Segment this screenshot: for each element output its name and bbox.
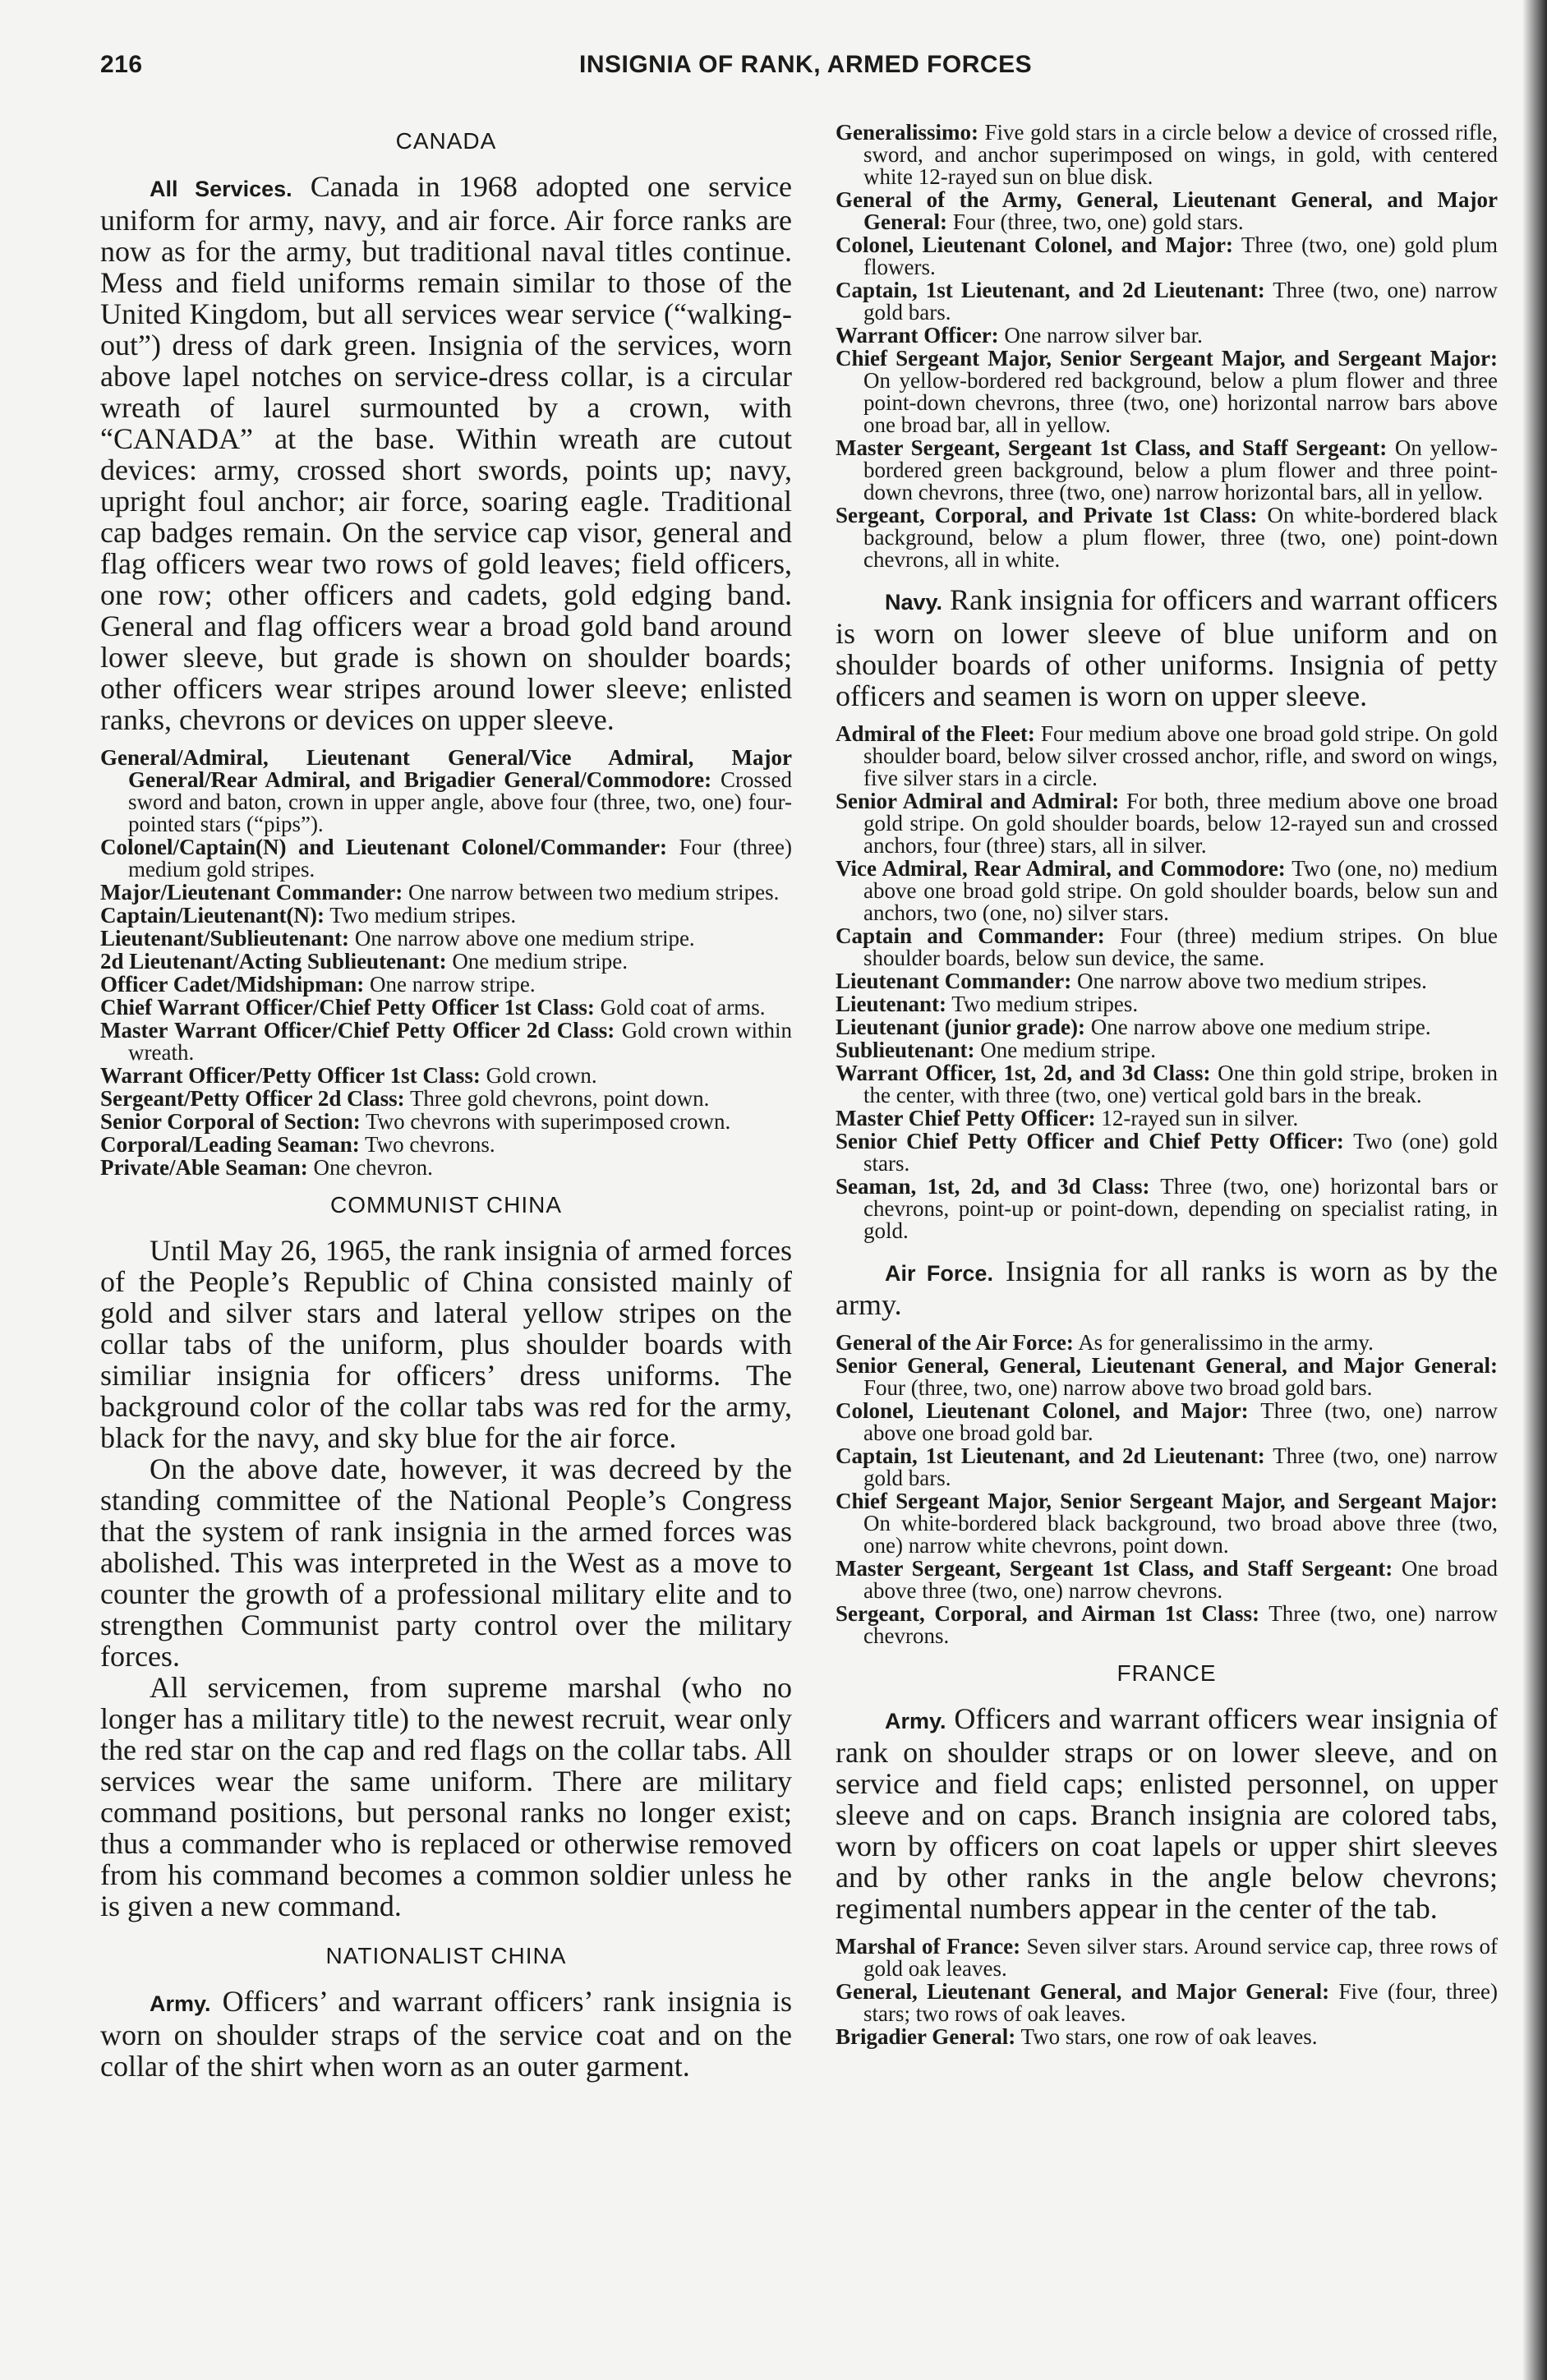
rank-description: Three (two, one) narrow chevrons. (863, 1601, 1498, 1648)
paragraph-text: Officers and warrant officers wear insignia of rank on shoulder straps or on lower sleeve, and on service and field caps; enlisted personnel, on upper sleeve and on caps. Branch insignia are colored tabs, worn by officers on coat lapels or upper shirt sleeves and by other ranks in the angle below chevrons; regimental numbers appear in the center of the tab. (836, 1702, 1499, 1925)
rank-term: Captain, 1st Lieutenant, and 2d Lieutenant: (836, 278, 1265, 302)
rank-term: General of the Air Force: (836, 1330, 1074, 1355)
rank-entry (836, 325, 1498, 347)
rank-description: Two medium stripes. (951, 992, 1139, 1016)
rank-term: Admiral of the Fleet: (836, 721, 1035, 746)
rank-term: Sergeant, Corporal, and Airman 1st Class: (836, 1601, 1260, 1626)
rank-entry (836, 504, 1498, 571)
rank-entry (836, 858, 1498, 924)
rank-entry (836, 1400, 1498, 1444)
rank-entry (836, 1355, 1498, 1399)
rank-term: Marshal of France: (836, 1934, 1021, 1959)
france-rank-list (836, 1936, 1498, 2048)
rank-description: Three (two, one) horizontal bars or chevrons, point-up or point-down, depending on specialist rating, in gold. (863, 1174, 1499, 1243)
rank-entry (836, 925, 1498, 969)
section-heading-communist-china: COMMUNIST CHINA (329, 1192, 563, 1218)
paragraph-text: Canada in 1968 adopted one service uniform for army, navy, and air force. Air force ranks are now as for the army, but traditional naval titles continue. Mess and field uniforms remain similar to those of the United Kingdom, but all services wear service (“walking-out”) dress of dark green. Insignia of the services, worn above lapel notches on service-dress collar, is a circular wreath of laurel surmounted by a crown, with “CANADA” at the base. Within wreath are cutout devices: army, crossed short swords, points up; navy, upright foul anchor; air force, soaring eagle. Traditional cap badges remain. On the service cap visor, general and flag officers wear two rows of gold leaves; field officers, one row; other officers and cadets, gold edging band. General and flag officers wear a broad gold band around lower sleeve, but grade is shown on shoulder boards; other officers wear stripes around lower sleeve; enlisted ranks, chevrons or devices on upper sleeve. (100, 170, 793, 736)
rank-description: One narrow above two medium stripes. (1076, 969, 1427, 993)
navy-paragraph (836, 584, 1498, 711)
rank-entry (836, 1445, 1498, 1489)
rank-term: Master Chief Petty Officer: (836, 1106, 1096, 1130)
rank-description: Two medium stripes. (329, 903, 517, 928)
rank-term: Vice Admiral, Rear Admiral, and Commodore: (836, 856, 1286, 881)
rank-description: Three (two, one) narrow above one broad gold bar. (863, 1398, 1498, 1445)
rank-description: Two (one, no) medium above one broad gold stripe. On gold shoulder boards, below sun and anchors, two (one, no) silver stars. (863, 856, 1498, 925)
rank-entry (100, 1111, 792, 1133)
rank-entry (100, 1065, 792, 1087)
rank-description: Three (two, one) gold plum flowers. (863, 232, 1498, 279)
air-force-paragraph (836, 1255, 1498, 1320)
navy-rank-list (836, 723, 1498, 1242)
paragraph-text: Rank insignia for officers and warrant officers is worn on lower sleeve of blue uniform and on shoulder boards of other uniforms. Insignia of petty officers and seamen is worn on upper sleeve. (836, 583, 1498, 712)
rank-entry (100, 951, 792, 973)
rank-entry (100, 928, 792, 950)
rank-term: Captain and Commander: (836, 923, 1105, 948)
rank-description: Three (two, one) narrow gold bars. (863, 278, 1498, 325)
rank-term: General of the Army, General, Lieutenant General, and Major General: (836, 187, 1498, 234)
rank-description: Four (three) medium stripes. On blue shoulder boards, below sun device, the same. (863, 923, 1499, 970)
rank-description: For both, three medium above one broad gold stripe. On gold shoulder boards, below 12-rayed sun and crossed anchors, four (three) stars, all in silver. (863, 789, 1499, 858)
rank-entry (836, 1039, 1498, 1061)
paragraph-text: Officers’ and warrant officers’ rank insignia is worn on shoulder straps of the service coat and on the collar of the shirt when worn as an outer garment. (100, 1985, 792, 2083)
rank-entry (836, 790, 1498, 857)
rank-description: Gold coat of arms. (600, 995, 766, 1020)
rank-entry (836, 1936, 1498, 1980)
rank-description: Four (three) medium gold stripes. (128, 835, 793, 882)
rank-term: Senior Admiral and Admiral: (836, 789, 1120, 813)
rank-term: Chief Sergeant Major, Senior Sergeant Major, and Sergeant Major: (836, 346, 1498, 371)
rank-description: Gold crown. (486, 1063, 597, 1088)
rank-term: Lieutenant/Sublieutenant: (100, 926, 350, 951)
rank-description: Crossed sword and baton, crown in upper angle, above four (three, two, one) four-pointed stars (“pips”). (128, 767, 793, 836)
rank-entry (836, 234, 1498, 279)
rank-term: 2d Lieutenant/Acting Sublieutenant: (100, 949, 447, 974)
rank-entry (100, 1157, 792, 1179)
section-heading-nationalist-china: NATIONALIST CHINA (325, 1943, 567, 1968)
france-army-paragraph (836, 1703, 1498, 1924)
rank-entry (100, 905, 792, 927)
runin-army: Army. (150, 1991, 211, 2016)
rank-entry (100, 1020, 792, 1064)
rank-description: Two (one) gold stars. (863, 1129, 1498, 1176)
rank-description: Seven silver stars. Around service cap, three rows of gold oak leaves. (863, 1934, 1499, 1981)
rank-entry (836, 1490, 1498, 1557)
rank-description: Three (two, one) narrow gold bars. (863, 1443, 1498, 1490)
rank-description: Four medium above one broad gold stripe. On gold shoulder board, below silver crossed anchor, rifle, and sword on wings, five silver stars in a circle. (863, 721, 1499, 790)
rank-term: Corporal/Leading Seaman: (100, 1132, 360, 1157)
runin-navy: Navy. (885, 590, 943, 615)
page-header (100, 51, 1481, 84)
rank-entry (836, 1332, 1498, 1354)
air-force-rank-list (836, 1332, 1498, 1647)
right-column (836, 122, 1498, 2356)
rank-description: Three gold chevrons, point down. (409, 1086, 710, 1111)
rank-entry (836, 1603, 1498, 1647)
rank-entry (100, 1088, 792, 1110)
rank-term: Master Warrant Officer/Chief Petty Officer 2d Class: (100, 1018, 615, 1043)
rank-entry (836, 723, 1498, 789)
rank-description: Five gold stars in a circle below a device of crossed rifle, sword, and anchor superimposed on wings, in gold, with centered white 12-rayed sun on blue disk. (863, 120, 1499, 189)
rank-term: Master Sergeant, Sergeant 1st Class, and Staff Sergeant: (836, 1556, 1393, 1581)
communist-china-paragraph: All servicemen, from supreme marshal (who no longer has a military title) to the newest recruit, wear only the red star on the cap and red flags on the collar tabs. All services wear the same uniform. There are military command positions, but personal ranks no longer exist; thus a commander who is replaced or otherwise removed from his command becomes a common soldier unless he is given a new command. (100, 1671, 792, 1922)
rank-description: Four (three, two, one) narrow above two broad gold bars. (863, 1375, 1373, 1400)
paragraph-text: Insignia for all ranks is worn as by the army. (836, 1254, 1498, 1321)
rank-description: One narrow stripe. (369, 972, 536, 997)
rank-term: General, Lieutenant General, and Major General: (836, 1979, 1330, 2004)
rank-term: Senior Chief Petty Officer and Chief Petty Officer: (836, 1129, 1344, 1153)
rank-entry (100, 882, 792, 904)
rank-entry (836, 993, 1498, 1015)
rank-term: Generalissimo: (836, 120, 978, 145)
rank-term: Lieutenant: (836, 992, 946, 1016)
rank-description: On white-bordered black background, below a plum flower, three (two, one) point-down chevrons, all in white. (863, 503, 1499, 572)
rank-term: Lieutenant Commander: (836, 969, 1072, 993)
rank-term: Colonel, Lieutenant Colonel, and Major: (836, 232, 1233, 257)
rank-description: Four (three, two, one) gold stars. (952, 209, 1244, 234)
nationalist-china-army-paragraph (100, 1986, 792, 2082)
nationalist-army-rank-list (836, 122, 1498, 571)
rank-term: Sergeant/Petty Officer 2d Class: (100, 1086, 405, 1111)
rank-term: Warrant Officer/Petty Officer 1st Class: (100, 1063, 481, 1088)
rank-entry (836, 1981, 1498, 2025)
communist-china-paragraph: Until May 26, 1965, the rank insignia of armed forces of the People’s Republic of China consisted mainly of gold and silver stars and lateral yellow stripes on the collar tabs of the uniform, plus shoulder boards with similiar insignia for officers’ dress uniforms. The background color of the collar tabs was red for the army, black for the navy, and sky blue for the air force. (100, 1234, 792, 1454)
section-heading-canada: CANADA (395, 128, 497, 154)
rank-term: Chief Sergeant Major, Senior Sergeant Major, and Sergeant Major: (836, 1489, 1498, 1513)
rank-term: Master Sergeant, Sergeant 1st Class, and Staff Sergeant: (836, 435, 1388, 460)
rank-term: Major/Lieutenant Commander: (100, 880, 403, 905)
rank-term: Warrant Officer, 1st, 2d, and 3d Class: (836, 1061, 1211, 1085)
rank-term: Captain/Lieutenant(N): (100, 903, 325, 928)
rank-term: Private/Able Seaman: (100, 1155, 308, 1180)
rank-term: Captain, 1st Lieutenant, and 2d Lieutenant: (836, 1443, 1265, 1468)
runin-air-force: Air Force. (885, 1261, 993, 1286)
rank-description: One medium stripe. (452, 949, 628, 974)
left-column (100, 122, 792, 2356)
rank-term: Officer Cadet/Midshipman: (100, 972, 365, 997)
rank-term: Senior General, General, Lieutenant General, and Major General: (836, 1353, 1498, 1378)
rank-description: As for generalissimo in the army. (1078, 1330, 1374, 1355)
rank-entry (836, 970, 1498, 992)
rank-description: Two chevrons. (365, 1132, 495, 1157)
rank-term: Senior Corporal of Section: (100, 1109, 361, 1134)
rank-description: 12-rayed sun in silver. (1101, 1106, 1299, 1130)
rank-description: Two stars, one row of oak leaves. (1020, 2024, 1318, 2049)
rank-description: One broad above three (two, one) narrow chevrons. (863, 1556, 1498, 1603)
rank-term: Colonel/Captain(N) and Lieutenant Colonel/Commander: (100, 835, 668, 859)
page-edge-shadow (1522, 0, 1547, 2380)
rank-description: One narrow between two medium stripes. (407, 880, 780, 905)
rank-term: Sublieutenant: (836, 1038, 975, 1062)
rank-term: Lieutenant (junior grade): (836, 1015, 1085, 1039)
rank-term: Seaman, 1st, 2d, and 3d Class: (836, 1174, 1150, 1199)
rank-term: Brigadier General: (836, 2024, 1016, 2049)
rank-entry (100, 747, 792, 836)
rank-entry (836, 1107, 1498, 1130)
rank-entry (836, 2026, 1498, 2048)
runin-all-services: All Services. (150, 177, 292, 201)
rank-entry (836, 279, 1498, 324)
rank-term: Sergeant, Corporal, and Private 1st Class: (836, 503, 1258, 527)
rank-entry (836, 1176, 1498, 1242)
rank-description: One chevron. (313, 1155, 433, 1180)
rank-description: Five (four, three) stars; two rows of oak leaves. (863, 1979, 1498, 2026)
rank-entry (836, 437, 1498, 504)
rank-entry (836, 189, 1498, 233)
rank-entry (836, 1130, 1498, 1175)
rank-entry (836, 1062, 1498, 1107)
rank-term: General/Admiral, Lieutenant General/Vice Admiral, Major General/Rear Admiral, and Brigadier General/Commodore: (100, 745, 792, 792)
rank-description: One thin gold stripe, broken in the center, with three (two, one) vertical gold bars in the break. (863, 1061, 1499, 1107)
canada-all-services-paragraph (100, 171, 792, 735)
rank-description: One narrow silver bar. (1004, 323, 1203, 348)
rank-entry (100, 836, 792, 881)
rank-description: Two chevrons with superimposed crown. (366, 1109, 731, 1134)
rank-term: Colonel, Lieutenant Colonel, and Major: (836, 1398, 1249, 1423)
rank-entry (836, 1558, 1498, 1602)
canada-rank-list (100, 747, 792, 1179)
rank-description: One narrow above one medium stripe. (354, 926, 695, 951)
rank-entry (100, 997, 792, 1019)
rank-description: On yellow-bordered green background, below a plum flower and three point-down chevrons, three (two, one) narrow horizontal bars, all in yellow. (863, 435, 1498, 504)
rank-description: On white-bordered black background, two broad above three (two, one) narrow white chevrons, point down. (863, 1511, 1498, 1558)
rank-description: On yellow-bordered red background, below a plum flower and three point-down chevrons, three (two, one) horizontal narrow bars above one broad bar, all in yellow. (863, 368, 1498, 437)
rank-term: Warrant Officer: (836, 323, 999, 348)
rank-description: Gold crown within wreath. (128, 1018, 792, 1065)
rank-entry (836, 1016, 1498, 1038)
rank-entry (836, 348, 1498, 436)
running-title: INSIGNIA OF RANK, ARMED FORCES (579, 51, 1033, 78)
communist-china-paragraph: On the above date, however, it was decreed by the standing committee of the National People’s Congress that the system of rank insignia in the armed forces was abolished. This was interpreted in the West as a move to counter the growth of a professional military elite and to strengthen Communist party control over the military forces. (100, 1452, 792, 1673)
rank-term: Chief Warrant Officer/Chief Petty Officer 1st Class: (100, 995, 595, 1020)
runin-army: Army. (885, 1709, 946, 1733)
rank-entry (836, 122, 1498, 188)
rank-entry (100, 974, 792, 996)
page-number: 216 (100, 51, 143, 78)
rank-description: One medium stripe. (980, 1038, 1157, 1062)
rank-entry (100, 1134, 792, 1156)
rank-description: One narrow above one medium stripe. (1090, 1015, 1431, 1039)
section-heading-france: FRANCE (1117, 1660, 1217, 1686)
